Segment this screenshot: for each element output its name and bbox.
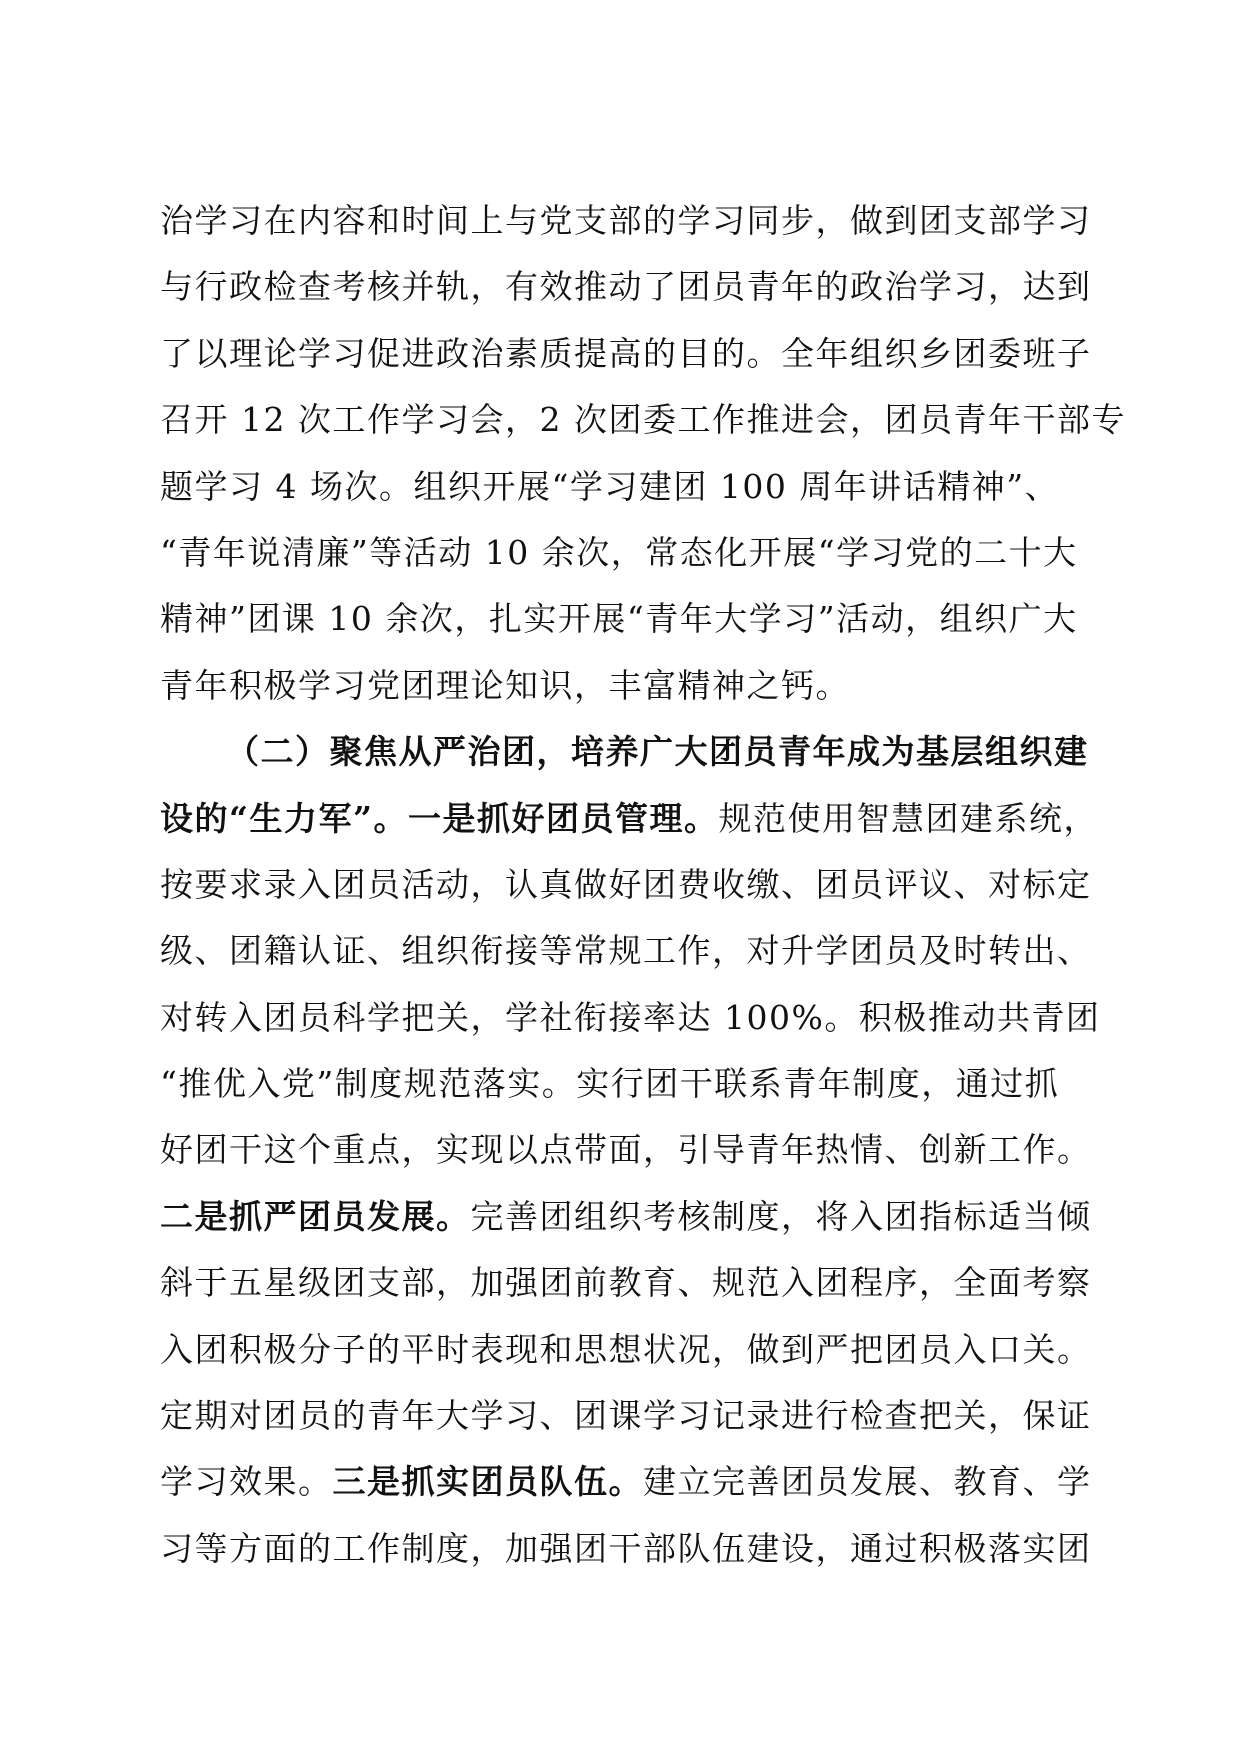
body-text: 定期对团员的青年大学习、团课学习记录进行检查把关，保证	[160, 1396, 1092, 1436]
body-text: 治学习在内容和时间上与党支部的学习同步，做到团支部学习	[160, 201, 1092, 240]
document-body	[160, 188, 1126, 1582]
body-text: 习等方面的工作制度，加强团干部队伍建设，通过积极落实团	[160, 1528, 1092, 1568]
body-text: “青年说清廉”等活动 10 余次，常态化开展“学习党的二十大	[160, 532, 1078, 572]
body-text: 与行政检查考核并轨，有效推动了团员青年的政治学习，达到	[160, 267, 1092, 307]
text-line	[160, 852, 1092, 918]
bold-heading-text: 二是抓严团员发展。	[160, 1196, 471, 1236]
text-line	[160, 188, 1092, 254]
bold-heading-text: 三是抓实团员队伍。	[332, 1462, 643, 1502]
bold-heading-text: 设的“生力军”。一是抓好团员管理。	[160, 798, 719, 838]
bold-heading-text: （二）聚焦从严治团，培养广大团员青年成为基层组织建	[226, 732, 1089, 772]
text-line	[160, 719, 1089, 785]
body-text: 级、团籍认证、组织衔接等常规工作，对升学团员及时转出、	[160, 931, 1092, 971]
body-text: 入团积极分子的平时表现和思想状况，做到严把团员入口关。	[160, 1329, 1092, 1369]
text-line	[160, 1117, 1092, 1183]
text-line	[160, 254, 1092, 320]
body-text: 完善团组织考核制度，将入团指标适当倾	[470, 1196, 1092, 1236]
body-text: 斜于五星级团支部，加强团前教育、规范入团程序，全面考察	[160, 1263, 1092, 1303]
text-line	[160, 653, 1080, 719]
text-line	[160, 985, 1101, 1051]
text-line	[160, 454, 1080, 520]
body-text: 青年积极学习党团理论知识，丰富精神之钙。	[160, 665, 850, 705]
text-line	[160, 918, 1092, 984]
text-line	[160, 786, 1098, 852]
text-line	[160, 1383, 1092, 1449]
body-text: 规范使用智慧团建系统，	[718, 798, 1098, 838]
text-line	[160, 1449, 1092, 1515]
body-text: 召开 12 次工作学习会，2 次团委工作推进会，团员青年干部专	[160, 400, 1126, 440]
body-text: 按要求录入团员活动，认真做好团费收缴、团员评议、对标定	[160, 864, 1092, 904]
text-line	[160, 387, 1126, 453]
text-line	[160, 520, 1080, 586]
text-line	[160, 1184, 1092, 1250]
text-line	[160, 586, 1080, 652]
body-text: 题学习 4 场次。组织开展“学习建团 100 周年讲话精神”、	[160, 466, 1060, 506]
body-text: 了以理论学习促进政治素质提高的目的。全年组织乡团委班子	[160, 333, 1092, 373]
text-line	[160, 1516, 1092, 1582]
body-text: “推优入党”制度规范落实。实行团干联系青年制度，通过抓	[160, 1064, 1060, 1104]
text-line	[160, 1250, 1092, 1316]
body-text: 建立完善团员发展、教育、学	[643, 1462, 1092, 1502]
body-text: 好团干这个重点，实现以点带面，引导青年热情、创新工作。	[160, 1130, 1092, 1170]
body-text: 精神”团课 10 余次，扎实开展“青年大学习”活动，组织广大	[160, 599, 1078, 639]
body-text: 学习效果。	[160, 1462, 333, 1502]
body-text: 对转入团员科学把关，学社衔接率达 100%。积极推动共青团	[160, 997, 1101, 1037]
text-line	[160, 321, 1092, 387]
text-line	[160, 1317, 1092, 1383]
text-line	[160, 1051, 1080, 1117]
